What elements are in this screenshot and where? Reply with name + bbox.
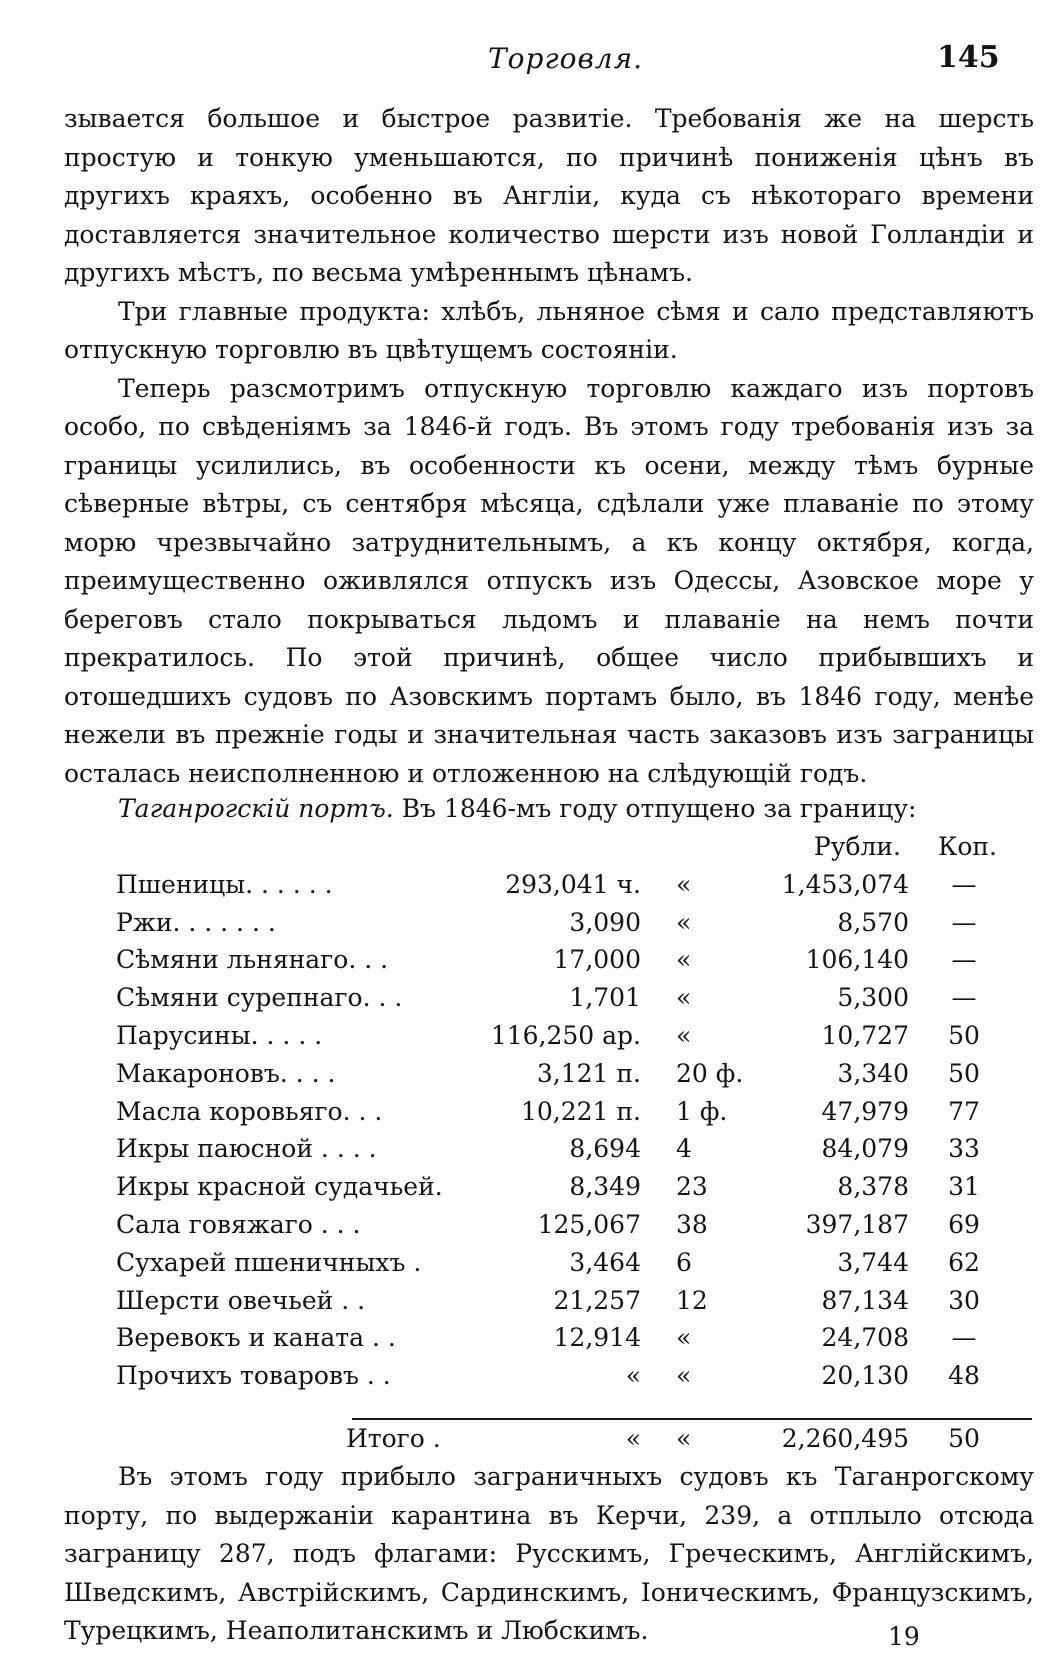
item-name: Пшеницы. . . . . .	[116, 869, 333, 899]
item-unit: 23	[676, 1172, 708, 1202]
item-rubles: 3,340	[837, 1058, 909, 1088]
item-name: Парусины. . . . .	[116, 1020, 323, 1050]
item-kopecks: 30	[948, 1285, 980, 1315]
item-rubles: 20,130	[821, 1361, 909, 1391]
table-row	[0, 1319, 1061, 1357]
item-qty: 8,694	[569, 1134, 641, 1164]
item-unit: «	[676, 869, 692, 899]
paragraph-ships-flags: Въ этомъ году прибыло заграничныхъ судовъ къ Таганрогскому порту, по выдержаніи карантина въ Керчи, 239, а отплыло отсюда заграницу 287, подъ флагами: Русскимъ, Греческимъ, Англійскимъ, Шведскимъ, Австрійскимъ, Сардинскимъ, Іоническимъ, Французскимъ, Турецкимъ, Неаполитанскимъ и Любскимъ.	[64, 1462, 1034, 1645]
item-unit: «	[676, 1323, 692, 1353]
item-qty: 293,041 ч.	[505, 869, 641, 899]
body-text	[64, 100, 1034, 793]
item-unit: «	[676, 907, 692, 937]
item-unit: «	[676, 945, 692, 975]
table-row	[0, 1282, 1061, 1320]
item-rubles: 87,134	[821, 1285, 909, 1315]
item-kopecks: —	[951, 983, 977, 1013]
paragraph-wool-demand: зывается большое и быстрое развитіе. Требованія же на шерсть простую и тонкую уменьшаются, по причинѣ пониженія цѣнъ въ другихъ краяхъ, особенно въ Англіи, куда съ нѣкотораго времени доставляется значительное количество шерсти изъ новой Голландіи и другихъ мѣстъ, по весьма умѣреннымъ цѣнамъ.	[64, 104, 1034, 287]
item-rubles: 47,979	[821, 1096, 909, 1126]
item-unit: «	[676, 983, 692, 1013]
item-unit: 12	[676, 1285, 708, 1315]
item-rubles: 3,744	[837, 1247, 909, 1277]
item-qty: 3,121 п.	[536, 1058, 641, 1088]
item-unit: 38	[676, 1209, 708, 1239]
export-table	[0, 828, 1061, 1395]
table-row	[0, 1168, 1061, 1206]
item-kopecks: 77	[948, 1096, 980, 1126]
port-intro-text: Въ 1846-мъ году отпущено за границу:	[401, 794, 917, 823]
page-header	[0, 38, 1061, 88]
signature-mark: 19	[888, 1622, 920, 1651]
total-unit: «	[676, 1424, 692, 1453]
item-kopecks: 62	[948, 1247, 980, 1277]
item-qty: 8,349	[569, 1172, 641, 1202]
table-row	[0, 904, 1061, 942]
item-name: Веревокъ и каната . .	[116, 1323, 396, 1353]
item-unit: 4	[676, 1134, 692, 1164]
item-qty: «	[625, 1361, 641, 1391]
total-label: Итого .	[346, 1424, 441, 1453]
table-row	[0, 1357, 1061, 1395]
item-rubles: 5,300	[837, 983, 909, 1013]
item-name: Ржи. . . . . . .	[116, 907, 276, 937]
item-rubles: 106,140	[805, 945, 909, 975]
item-qty: 17,000	[553, 945, 641, 975]
running-title: Торговля.	[488, 42, 644, 75]
item-kopecks: 48	[948, 1361, 980, 1391]
table-row	[0, 1093, 1061, 1131]
item-unit: «	[676, 1020, 692, 1050]
item-name: Сухарей пшеничныхъ .	[116, 1247, 422, 1277]
table-row	[0, 1055, 1061, 1093]
column-header-kopecks: Коп.	[938, 832, 998, 861]
item-unit: 20 ф.	[676, 1058, 744, 1088]
column-header-rubles: Рубли.	[813, 832, 901, 861]
item-qty: 10,221 п.	[520, 1096, 641, 1126]
item-rubles: 397,187	[805, 1209, 909, 1239]
table-row	[0, 1244, 1061, 1282]
table-row	[0, 941, 1061, 979]
item-unit: 1 ф.	[676, 1096, 728, 1126]
item-name: Макароновъ. . . .	[116, 1058, 336, 1088]
table-header	[0, 828, 1061, 866]
item-kopecks: —	[951, 945, 977, 975]
item-kopecks: —	[951, 907, 977, 937]
item-name: Сала говяжаго . . .	[116, 1209, 361, 1239]
port-intro-line	[64, 790, 1034, 828]
item-rubles: 8,570	[837, 907, 909, 937]
total-rubles: 2,260,495	[781, 1424, 909, 1453]
item-qty: 125,067	[537, 1209, 641, 1239]
item-rubles: 84,079	[821, 1134, 909, 1164]
paragraph-ports-1846: Теперь разсмотримъ отпускную торговлю каждаго изъ портовъ особо, по свѣденіямъ за 1846-й годъ. Въ этомъ году требованія изъ за границы усилились, въ особенности къ осени, между тѣмъ бурные сѣверные вѣтры, съ сентября мѣсяца, сдѣлали уже плаваніе по этому морю чрезвычайно затруднительнымъ, а къ концу октября, когда, преимущественно оживлялся отпускъ изъ Одессы, Азовское море у береговъ стало покрываться льдомъ и плаваніе на немъ почти прекратилось. По этой причинѣ, общее число прибывшихъ и отошедшихъ судовъ по Азовскимъ портамъ было, въ 1846 году, менѣе нежели въ прежніе годы и значительная часть заказовъ изъ заграницы осталась неисполненною и отложенною на слѣдующій годъ.	[64, 373, 1034, 788]
item-qty: 1,701	[569, 983, 641, 1013]
item-unit: 6	[676, 1247, 692, 1277]
table-row	[0, 1130, 1061, 1168]
item-kopecks: 50	[948, 1020, 980, 1050]
item-qty: 116,250 ар.	[490, 1020, 641, 1050]
item-qty: 3,090	[569, 907, 641, 937]
item-kopecks: 33	[948, 1134, 980, 1164]
table-row	[0, 866, 1061, 904]
total-kopecks: 50	[948, 1424, 980, 1453]
item-name: Шерсти овечьей . .	[116, 1285, 366, 1315]
item-name: Сѣмяни сурепнаго. . .	[116, 983, 403, 1013]
item-kopecks: —	[951, 1323, 977, 1353]
item-rubles: 1,453,074	[781, 869, 909, 899]
item-rubles: 10,727	[821, 1020, 909, 1050]
item-kopecks: 31	[948, 1172, 980, 1202]
item-name: Икры красной судачьей.	[116, 1172, 443, 1202]
item-name: Икры паюсной . . . .	[116, 1134, 377, 1164]
port-name: Таганрогскій портъ.	[118, 794, 394, 823]
item-rubles: 8,378	[837, 1172, 909, 1202]
paragraph-main-products: Три главные продукта: хлѣбъ, льняное сѣмя и сало представляютъ отпускную торговлю въ цвѣтущемъ состояніи.	[64, 296, 1034, 364]
item-kopecks: 69	[948, 1209, 980, 1239]
item-qty: 12,914	[553, 1323, 641, 1353]
item-unit: «	[676, 1361, 692, 1391]
table-body	[0, 866, 1061, 1395]
table-total-row	[0, 1420, 1061, 1458]
table-row	[0, 979, 1061, 1017]
item-kopecks: 50	[948, 1058, 980, 1088]
page-number: 145	[937, 40, 1000, 75]
item-kopecks: —	[951, 869, 977, 899]
table-row	[0, 1206, 1061, 1244]
item-name: Масла коровьяго. . .	[116, 1096, 383, 1126]
item-name: Сѣмяни льнянаго. . .	[116, 945, 389, 975]
item-qty: 21,257	[553, 1285, 641, 1315]
item-qty: 3,464	[569, 1247, 641, 1277]
item-rubles: 24,708	[821, 1323, 909, 1353]
total-qty: «	[625, 1424, 641, 1453]
item-name: Прочихъ товаровъ . .	[116, 1361, 391, 1391]
table-row	[0, 1017, 1061, 1055]
